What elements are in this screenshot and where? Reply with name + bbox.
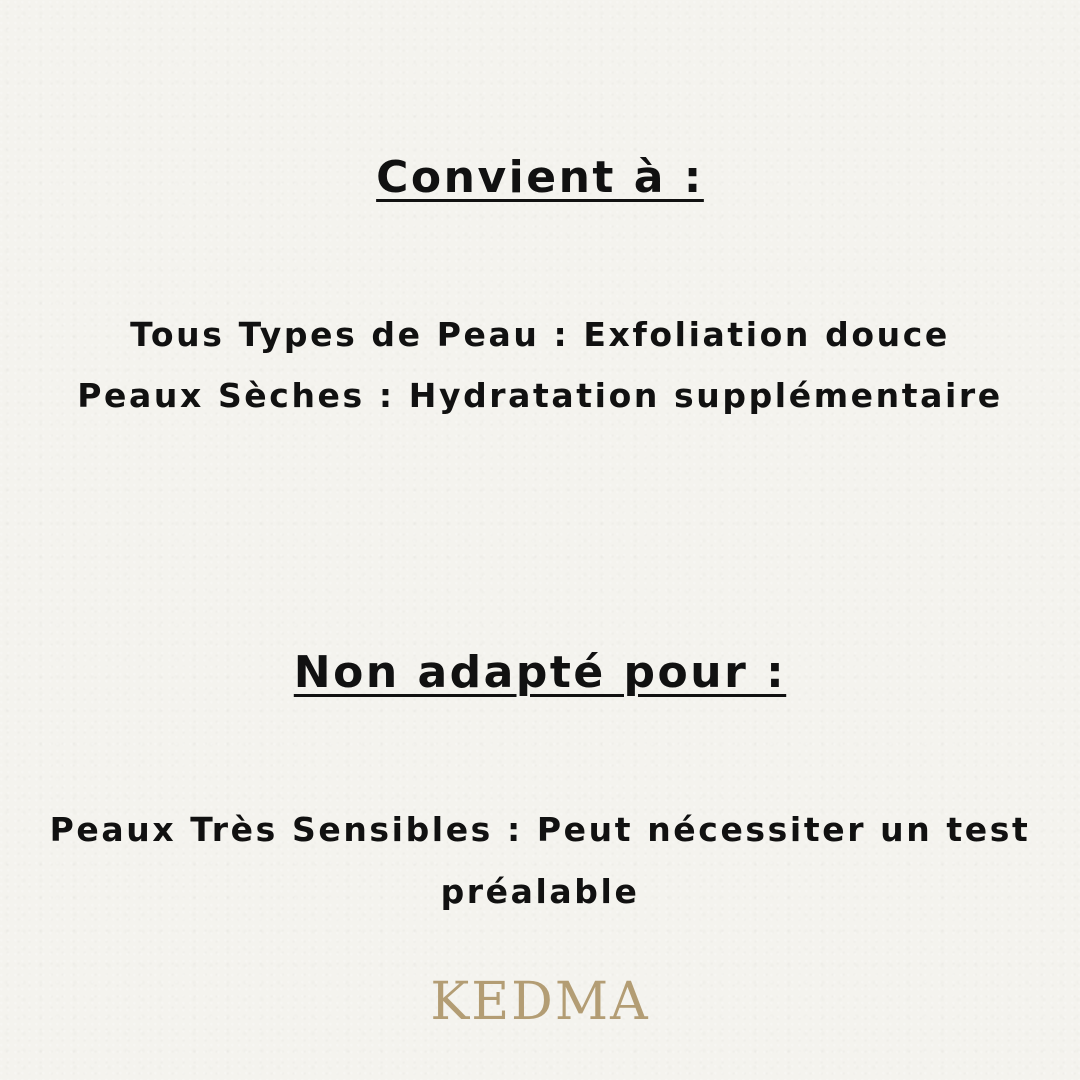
suitable-line-all-skin: Tous Types de Peau : Exfoliation douce [130, 315, 950, 354]
not-suitable-line-sensitive-skin-continued: préalable [440, 872, 640, 911]
not-suitable-heading-text: Non adapté pour : [293, 647, 787, 698]
brand-logo: KEDMA [430, 972, 650, 1032]
suitable-heading [0, 152, 1080, 203]
not-suitable-heading [0, 647, 1080, 698]
suitable-line-dry-skin: Peaux Sèches : Hydratation supplémentaire [77, 376, 1003, 415]
suitable-heading-text: Convient à : [376, 152, 704, 203]
not-suitable-line-sensitive-skin: Peaux Très Sensibles : Peut nécessiter un test [49, 810, 1031, 849]
